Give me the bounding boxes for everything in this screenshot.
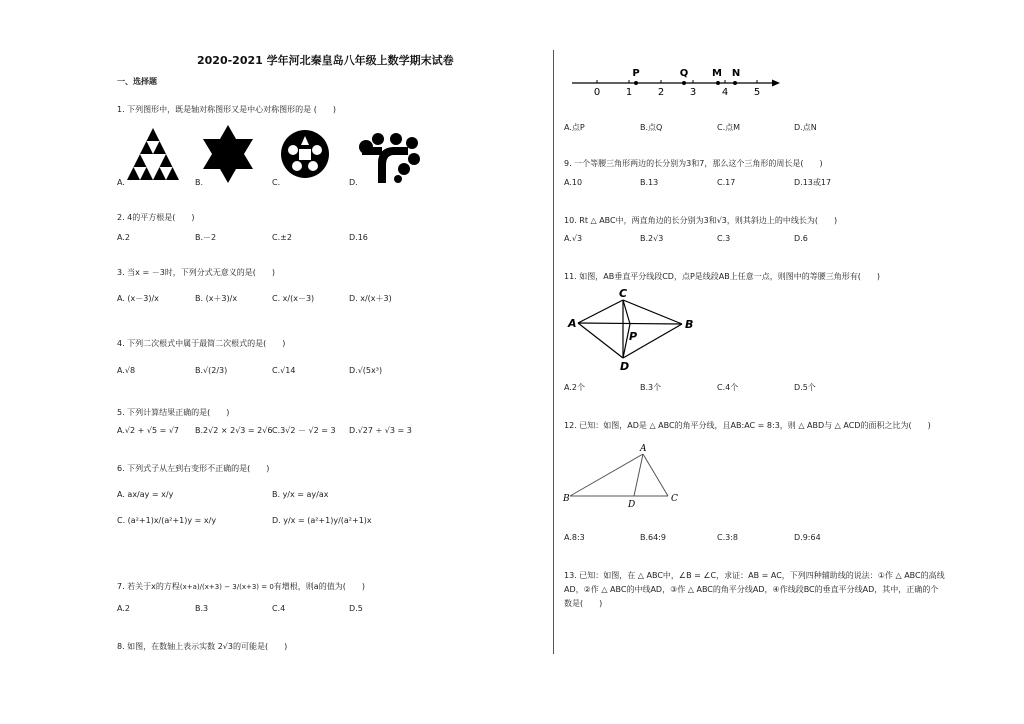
q6-option-c[interactable]: C. (a²+1)x/(a²+1)y = x/y — [117, 516, 217, 525]
q12-option-a[interactable]: A.8:3 — [564, 533, 585, 542]
q1-option-c[interactable]: C. — [272, 178, 281, 187]
q5-option-a[interactable]: A.√2 + √5 = √7 — [117, 426, 180, 435]
question-2-stem: 2. 4的平方根是( ) — [117, 213, 195, 222]
label-p: P — [629, 330, 638, 343]
q1-option-d[interactable]: D. — [349, 178, 358, 187]
q8-option-b[interactable]: B.点Q — [640, 123, 663, 132]
svg-text:P: P — [632, 68, 640, 79]
q9-option-b[interactable]: B.13 — [640, 178, 659, 187]
q9-option-a[interactable]: A.10 — [564, 178, 583, 187]
label-c: C — [671, 494, 678, 504]
q4-option-d[interactable]: D.√(5x³) — [349, 366, 383, 375]
svg-text:1: 1 — [625, 87, 633, 98]
q2-option-d[interactable]: D.16 — [349, 233, 368, 242]
q9-option-d[interactable]: D.13或17 — [794, 178, 832, 187]
q5-option-d[interactable]: D.√27 ÷ √3 = 3 — [349, 426, 412, 435]
q7-stem-end: 有增根，则a的值为( ) — [273, 582, 365, 591]
q2-option-c[interactable]: C.±2 — [272, 233, 292, 242]
page-title: 2020-2021 学年河北秦皇岛八年级上数学期末试卷 — [197, 54, 454, 67]
question-4-stem: 4. 下列二次根式中属于最简二次根式的是( ) — [117, 339, 286, 348]
fractal-tree-figure — [358, 133, 420, 183]
q10-option-b[interactable]: B.2√3 — [640, 234, 664, 243]
q5-option-b[interactable]: B.2√2 × 2√3 = 2√6 — [195, 426, 273, 435]
q7-option-c[interactable]: C.4 — [272, 604, 286, 613]
q2-option-b[interactable]: B.－2 — [195, 233, 217, 242]
q11-option-b[interactable]: B.3个 — [640, 383, 662, 392]
q3-option-b[interactable]: B. (x＋3)/x — [195, 294, 238, 303]
q4-option-a[interactable]: A.√8 — [117, 366, 136, 375]
question-9-stem: 9. 一个等腰三角形两边的长分别为3和7，那么这个三角形的周长是( ) — [564, 159, 823, 168]
q9-option-c[interactable]: C.17 — [717, 178, 736, 187]
q6-option-d[interactable]: D. y/x = (a²+1)y/(a²+1)x — [272, 516, 372, 525]
label-a: A — [568, 317, 577, 330]
label-a: A — [640, 444, 647, 454]
svg-text:N: N — [731, 68, 741, 79]
q7-stem-start: 7. 若关于x的方程 — [117, 582, 180, 591]
q3-option-c[interactable]: C. x/(x－3) — [272, 294, 315, 303]
q7-option-a[interactable]: A.2 — [117, 604, 130, 613]
question-13-line-3: 数是( ) — [564, 599, 603, 608]
sierpinski-triangle-figure — [127, 128, 179, 180]
label-c: C — [619, 287, 628, 300]
q4-option-c[interactable]: C.√14 — [272, 366, 296, 375]
q6-option-a[interactable]: A. ax/ay = x/y — [117, 490, 174, 499]
q1-option-b[interactable]: B. — [195, 178, 204, 187]
q11-option-c[interactable]: C.4个 — [717, 383, 739, 392]
q11-option-d[interactable]: D.5个 — [794, 383, 816, 392]
six-point-star-figure — [203, 125, 253, 183]
q7-option-b[interactable]: B.3 — [195, 604, 209, 613]
q8-option-d[interactable]: D.点N — [794, 123, 817, 132]
label-d: D — [620, 360, 630, 373]
q1-option-a[interactable]: A. — [117, 178, 125, 187]
q12-option-c[interactable]: C.3:8 — [717, 533, 739, 542]
svg-text:0: 0 — [593, 87, 601, 98]
q5-option-c[interactable]: C.3√2 － √2 = 3 — [272, 426, 336, 435]
question-13-line-2: AD，②作 △ ABC的中线AD，③作 △ ABC的角平分线AD，④作线段BC的垂直平分线AD，其中，正确的个 — [564, 585, 939, 594]
question-8-stem: 8. 如图，在数轴上表示实数 2√3的可能是( ) — [117, 642, 288, 651]
question-10-stem: 10. Rt △ ABC中，两直角边的长分别为3和√3，则其斜边上的中线长为( ) — [564, 216, 838, 225]
question-12-stem: 12. 已知：如图，AD是 △ ABC的角平分线，且AB:AC = 8:3，则 △ ABD与 △ ACD的面积之比为( ) — [564, 421, 931, 430]
q12-option-d[interactable]: D.9:64 — [794, 533, 821, 542]
q3-option-d[interactable]: D. x/(x＋3) — [349, 294, 392, 303]
triangle-figure — [560, 440, 690, 512]
question-3-stem: 3. 当x = －3时，下列分式无意义的是( ) — [117, 268, 276, 277]
label-d: D — [628, 500, 636, 510]
question-7-stem — [117, 582, 365, 592]
q10-option-c[interactable]: C.3 — [717, 234, 731, 243]
question-13-line-1: 13. 已知：如图，在 △ ABC中，∠B = ∠C，求证：AB = AC，下列四种辅助线的说法：①作 △ ABC的高线 — [564, 571, 945, 580]
question-6-stem: 6. 下列式子从左到右变形不正确的是( ) — [117, 464, 270, 473]
svg-text:M: M — [712, 68, 722, 79]
q10-option-d[interactable]: D.6 — [794, 234, 808, 243]
q8-option-a[interactable]: A.点P — [564, 123, 585, 132]
pentagon-flower-figure — [279, 128, 331, 180]
question-1-stem: 1. 下列图形中，既是轴对称图形又是中心对称图形的是 ( ) — [117, 105, 336, 114]
question-5-stem: 5. 下列计算结果正确的是( ) — [117, 408, 230, 417]
question-11-stem: 11. 如图，AB垂直平分线段CD，点P是线段AB上任意一点，则图中的等腰三角形有( ) — [564, 272, 880, 281]
svg-text:5: 5 — [753, 87, 761, 98]
q10-option-a[interactable]: A.√3 — [564, 234, 583, 243]
q3-option-a[interactable]: A. (x－3)/x — [117, 294, 159, 303]
q7-equation: (x+a)/(x+3) − 3/(x+3) = 0 — [179, 583, 274, 591]
svg-text:3: 3 — [689, 87, 697, 98]
q11-option-a[interactable]: A.2个 — [564, 383, 585, 392]
label-b: B — [563, 494, 570, 504]
column-divider — [553, 50, 554, 654]
q8-option-c[interactable]: C.点M — [717, 123, 741, 132]
q12-option-b[interactable]: B.64:9 — [640, 533, 666, 542]
svg-text:4: 4 — [721, 87, 729, 98]
q6-option-b[interactable]: B. y/x = ay/ax — [272, 490, 329, 499]
q4-option-b[interactable]: B.√(2/3) — [195, 366, 228, 375]
svg-text:2: 2 — [657, 87, 665, 98]
q7-option-d[interactable]: D.5 — [349, 604, 363, 613]
q2-option-a[interactable]: A.2 — [117, 233, 130, 242]
svg-text:Q: Q — [679, 68, 689, 79]
number-line-figure — [566, 64, 786, 100]
label-b: B — [685, 318, 694, 331]
section-heading: 一、选择题 — [117, 77, 157, 86]
kite-figure — [566, 286, 702, 374]
